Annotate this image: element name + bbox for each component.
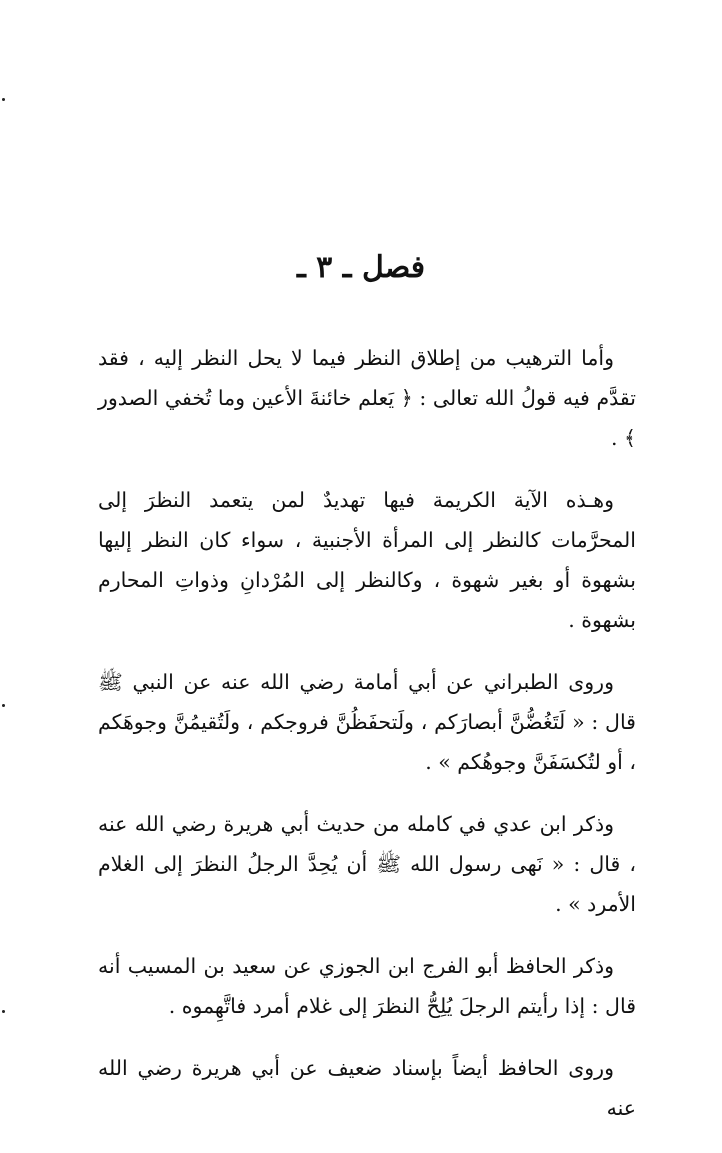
scan-edge-mark-middle — [2, 704, 5, 707]
paragraph-4: وذكر ابن عدي في كامله من حديث أبي هريرة رضي الله عنه ، قال : « نَهى رسول الله ﷺ أن يُحِدَّ الرجلُ النظرَ إلى الغلام الأمرد » . — [98, 812, 636, 916]
paragraph-3: وروى الطبراني عن أبي أمامة رضي الله عنه عن النبي ﷺ قال : « لَتَغُضُّنَّ أبصارَكم ، ولَتحفَظُنَّ فروجكم ، ولَتُقيمُنَّ وجوهَكم ، أو لتُكسَفَنَّ وجوهُكم » . — [98, 670, 636, 774]
paragraph-2: وهـذه الآية الكريمة فيها تهديدٌ لمن يتعمد النظرَ إلى المحرَّمات كالنظر إلى المرأة الأجنبية ، سواء كان النظر إليها بشهوة أو بغير شهوة ، وكالنظر إلى المُرْدانِ وذواتِ المحارم بشهوة . — [98, 488, 636, 632]
paragraph-6: وروى الحافظ أيضاً بإسناد ضعيف عن أبي هريرة رضي الله عنه — [98, 1056, 636, 1120]
paragraph-5: وذكر الحافظ أبو الفرج ابن الجوزي عن سعيد بن المسيب أنه قال : إذا رأيتم الرجلَ يُلِحُّ النظرَ إلى غلام أمرد فاتَّهِموه . — [98, 954, 636, 1018]
body-text — [98, 338, 636, 1128]
paragraph-1: وأما الترهيب من إطلاق النظر فيما لا يحل النظر إليه ، فقد تقدَّم فيه قولُ الله تعالى : ﴿ يَعلم خائنةَ الأعين وما تُخفي الصدور ﴾ . — [98, 346, 636, 450]
scan-edge-mark-bottom — [2, 1010, 5, 1013]
scan-edge-mark-top — [2, 98, 5, 101]
chapter-heading: فصل ـ ٣ ـ — [296, 250, 426, 285]
